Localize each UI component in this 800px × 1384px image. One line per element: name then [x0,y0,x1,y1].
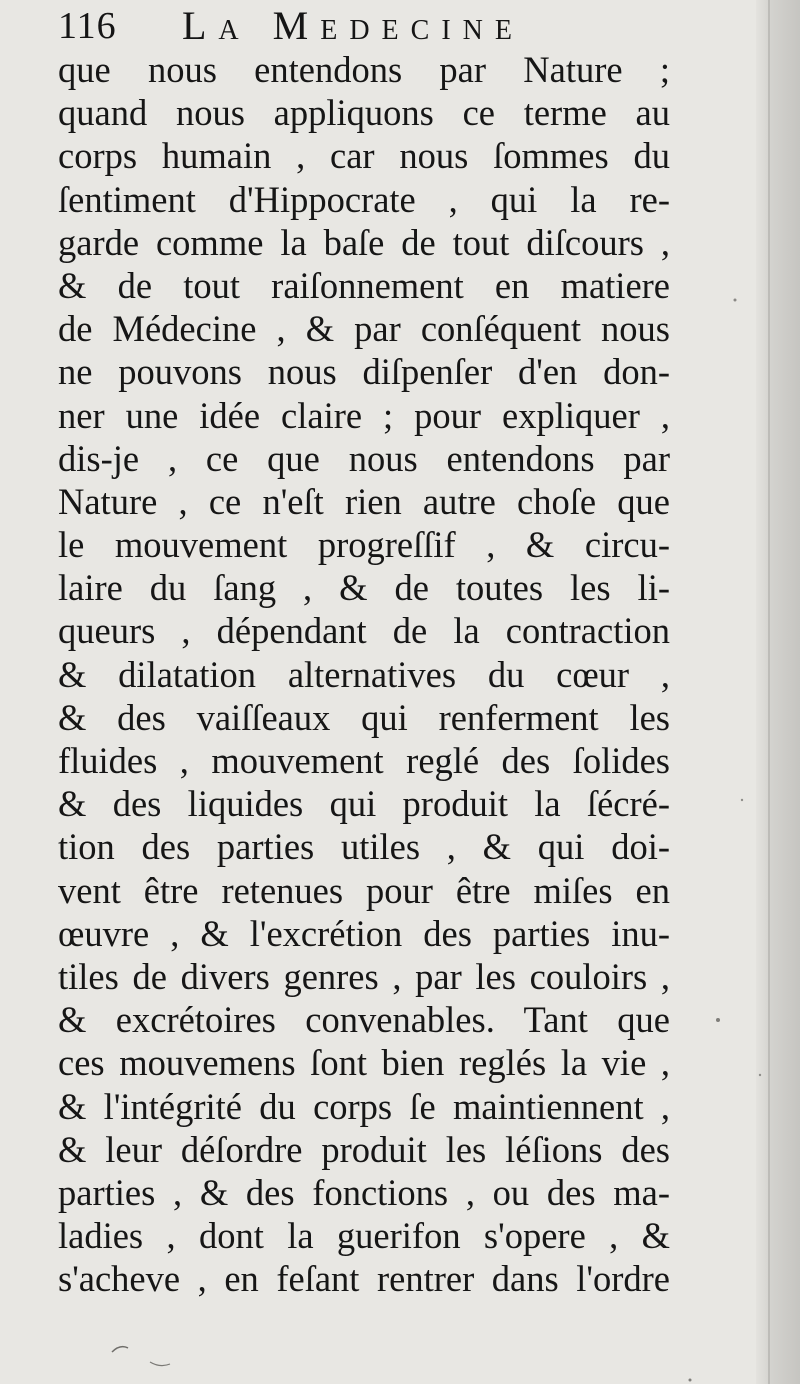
running-head: La Medecine [182,3,524,48]
text-line: Nature , ce n'eſt rien autre choſe que [58,480,670,522]
text-line: & des liquides qui produit la ſécré- [58,783,670,825]
page-number: 116 [58,5,117,47]
text-line: & de tout raiſonnement en matiere [58,264,670,306]
text-line: s'acheve , en feſant rentrer dans l'ordre [58,1258,670,1300]
text-line: & dilatation alternatives du cœur , [58,653,670,695]
text-line: tiles de divers genres , par les couloirs , [58,955,670,997]
text-line: ces mouvemens ſont bien reglés la vie , [58,1042,670,1084]
text-line: & l'intégrité du corps ſe maintiennent , [58,1085,670,1127]
text-line: & excrétoires convenables. Tant que [58,999,670,1041]
text-line: le mouvement progreſſif , & circu- [58,524,670,566]
text-line: ner une idée claire ; pour expliquer , [58,394,670,436]
text-line: ſentiment d'Hippocrate , qui la re- [58,178,670,220]
text-line: fluides , mouvement reglé des ſolides [58,740,670,781]
text-line: dis-je , ce que nous entendons par [58,437,670,479]
text-line: que nous entendons par Nature ; [58,49,670,90]
text-line: queurs , dépendant de la contraction [58,610,670,652]
text-line: corps humain , car nous ſommes du [58,135,670,177]
page-gutter [756,0,800,1384]
text-line: & des vaiſſeaux qui renferment les [58,696,670,738]
page-edge-line [768,0,770,1384]
text-line: vent être retenues pour être miſes en [58,869,670,911]
body-text [58,48,670,1300]
text-line: garde comme la baſe de tout diſcours , [58,221,670,263]
text-line: ladies , dont la guerifon s'opere , & [58,1215,670,1257]
page-header [58,4,758,48]
text-line: laire du ſang , & de toutes les li- [58,567,670,609]
text-line: œuvre , & l'excrétion des parties inu- [58,912,670,954]
text-line: ne pouvons nous diſpenſer d'en don- [58,351,670,393]
text-line: quand nous appliquons ce terme au [58,92,670,134]
text-line: de Médecine , & par conſéquent nous [58,308,670,350]
text-line: & leur déſordre produit les léſions des [58,1128,670,1170]
text-line: tion des parties utiles , & qui doi- [58,826,670,868]
text-line: parties , & des fonctions , ou des ma- [58,1171,670,1213]
